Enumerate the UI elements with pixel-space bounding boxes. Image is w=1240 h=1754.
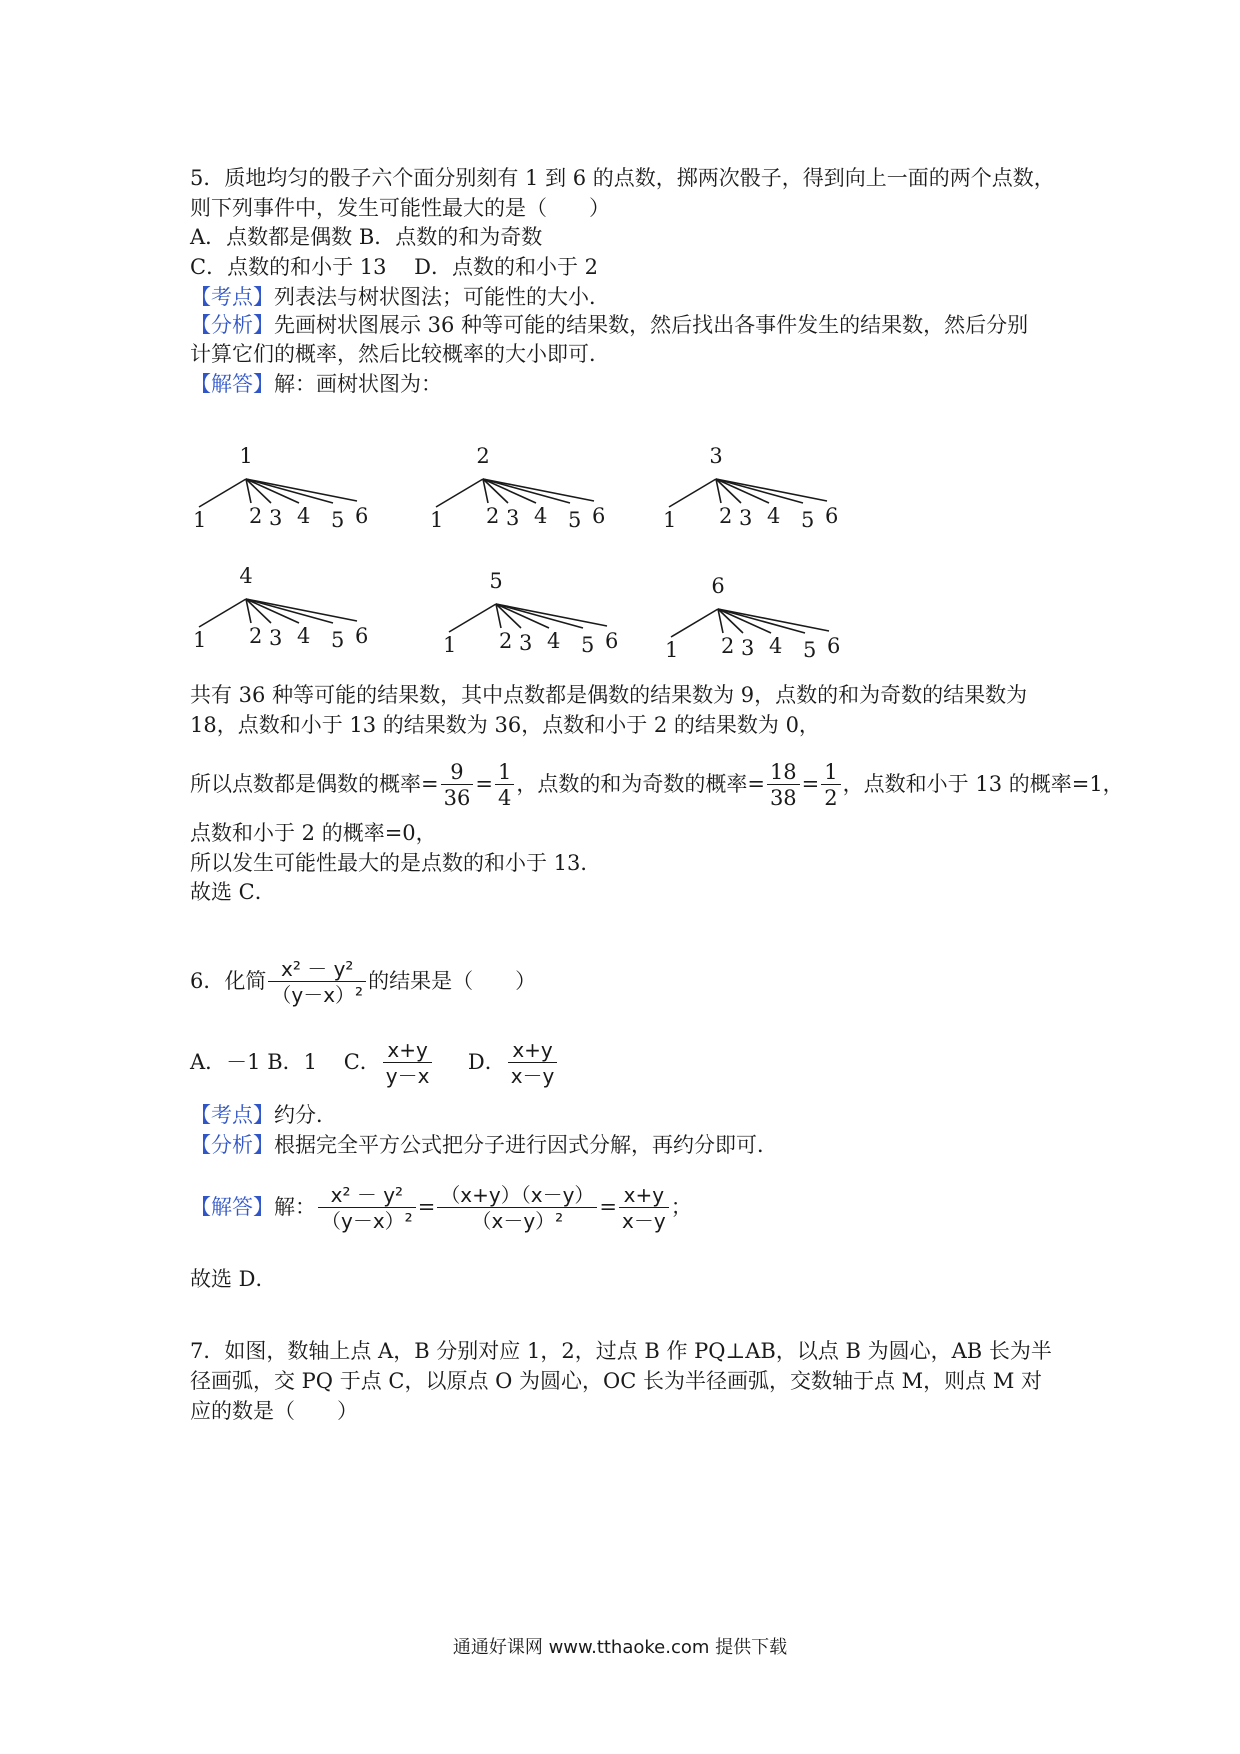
q7-stem-line1: 7．如图，数轴上点 A，B 分别对应 1，2，过点 B 作 PQ⊥AB，以点 B 为圆心，AB 长为半 [190,1339,1052,1363]
tree-leaf-label: 4 [767,504,781,528]
tree-root-label: 3 [709,444,723,468]
q5-solution-line1: 共有 36 种等可能的结果数，其中点数都是偶数的结果数为 9，点数的和为奇数的结果数为 [190,683,1028,707]
q5-stem-line2: 则下列事件中，发生可能性最大的是（ ） [190,196,610,220]
tree-leaf-label: 6 [605,629,619,653]
fraction-18-38: $\frac{18}{38}$ [767,760,800,811]
tree-leaf-label: 6 [355,624,369,648]
tree-branch [496,604,607,626]
tree-leaf-label: 3 [739,506,753,530]
tree-branch [669,479,716,507]
tree-branch [199,479,246,507]
tree-leaf-label: 3 [269,626,283,650]
tree-leaf-label: 2 [249,624,263,648]
fenxi-text: 先画树状图展示 36 种等可能的结果数，然后找出各事件发生的结果数，然后分别 [274,313,1029,337]
tree-branch [436,479,483,507]
tree-leaf-label: 2 [719,504,733,528]
q5-solution-line5: 所以发生可能性最大的是点数的和小于 13． [190,851,602,875]
tree-leaf-label: 1 [430,508,444,532]
q5-fenxi [190,310,1028,340]
q6-option-c: C． [343,1050,381,1074]
tree-leaf-label: 2 [249,504,263,528]
q6-solution-fraction-1: $\frac{\text{x² － y²}}{\text{（y－x）²}}$ [318,1183,416,1234]
q6-option-c-fraction: $\frac{x+y}{y-x}$ [383,1038,433,1089]
tree-leaf-label: 3 [269,506,283,530]
tree-leaf-label: 4 [547,629,561,653]
tree-leaf-label: 5 [568,508,582,532]
tree-leaf-label: 6 [355,504,369,528]
tree-branch [483,479,594,501]
tree-branch [246,479,357,501]
tree-diagram-3 [655,444,839,542]
q6-kaodian: 【考点】约分． [190,1103,337,1127]
q5-options-cd: C．点数的和小于 13 D．点数的和小于 2 [190,255,599,279]
q5-fenxi-line2: 计算它们的概率，然后比较概率的大小即可． [190,342,610,366]
tree-leaf-label: 4 [534,504,548,528]
tree-leaf-label: 2 [499,629,513,653]
tree-diagram-1 [185,444,369,542]
tree-leaf-label: 1 [443,633,457,657]
tree-branch [671,609,718,637]
tree-leaf-label: 1 [663,508,677,532]
prob-text-a: 所以点数都是偶数的概率= [190,772,439,796]
q6-option-a: A．－1 [190,1050,261,1074]
tree-branch [449,604,496,632]
tree-root-label: 6 [711,574,725,598]
q5-options-ab: A．点数都是偶数 B．点数的和为奇数 [190,225,543,249]
tree-leaf-label: 6 [825,504,839,528]
tree-branch [716,479,827,501]
tree-leaf-label: 1 [193,508,207,532]
q5-kaodian [190,282,610,312]
q6-solution-fraction-2: $\frac{(x+y)(x-y)}{\text{（x－y）²}}$ [437,1183,597,1234]
tree-leaf-label: 5 [331,628,345,652]
tree-leaf-label: 6 [827,634,841,658]
q5-solution-probabilities: 所以点数都是偶数的概率= $\frac{9}{36}$ = $\frac{1}{4}$ ，点数的和为奇数的概率= $\frac{18}{38}$ = $\frac{1}{2}$ ，点数和小于 13 的概率=1， [190,760,1124,810]
fraction-1-4: $\frac{1}{4}$ [495,760,514,811]
tree-svg [185,564,369,657]
tree-leaf-label: 4 [297,504,311,528]
fraction-1-2: $\frac{1}{2}$ [821,760,840,811]
tree-svg [435,569,619,662]
tree-leaf-label: 2 [721,634,735,658]
q7-stem-line3: 应的数是（ ） [190,1399,358,1423]
q6-option-b: B．1 [267,1050,318,1074]
tree-diagram-5 [435,569,619,667]
tree-diagram-6 [657,574,841,672]
q7-stem-line2: 径画弧，交 PQ 于点 C，以原点 O 为圆心，OC 长为半径画弧，交数轴于点 M，则点 M 对 [190,1369,1042,1393]
q5-solution-line2: 18，点数和小于 13 的结果数为 36，点数和小于 2 的结果数为 0， [190,713,820,737]
tree-diagram-2 [422,444,606,542]
tree-branch [199,599,246,627]
tree-svg [422,444,606,537]
tree-branch [718,609,829,631]
tree-leaf-label: 5 [803,638,817,662]
tree-leaf-label: 1 [193,628,207,652]
q6-expression-fraction: $\frac{\text{x² － y²}}{\text{（y－x）²}}$ [268,957,366,1008]
tree-leaf-label: 3 [519,631,533,655]
q5-stem-line1: 5．质地均匀的骰子六个面分别刻有 1 到 6 的点数，掷两次骰子，得到向上一面的两个点数， [190,166,1055,190]
footer-watermark: 通通好课网 www.tthaoke.com 提供下载 [452,1637,788,1658]
q6-answer: 故选 D． [190,1267,277,1291]
tree-leaf-label: 6 [592,504,606,528]
tree-leaf-label: 4 [769,634,783,658]
q5-solution-line4: 点数和小于 2 的概率=0， [190,821,437,845]
tree-root-label: 4 [239,564,253,588]
tree-leaf-label: 5 [331,508,345,532]
q5-answer: 故选 C． [190,880,276,904]
q5-jieda [190,369,442,399]
tree-leaf-label: 2 [486,504,500,528]
q6-option-d-fraction: $\frac{x+y}{x-y}$ [508,1038,558,1089]
q6-jieda: 【解答】解： $\frac{\text{x² － y²}}{\text{（y－x）²}}$ = $\frac{(x+y)(x-y)}{\text{（x－y）²}}$ = $\frac{x+y}{x-y}$ ； [190,1183,692,1233]
jieda-text: 解：画树状图为： [274,372,442,396]
q6-fenxi: 【分析】根据完全平方公式把分子进行因式分解，再约分即可． [190,1133,778,1157]
fraction-9-36: $\frac{9}{36}$ [441,760,474,811]
kaodian-text: 列表法与树状图法；可能性的大小． [274,285,610,309]
tree-svg [655,444,839,537]
tree-branch [246,599,357,621]
q6-solution-fraction-3: $\frac{x+y}{x-y}$ [619,1183,669,1234]
tree-root-label: 1 [239,444,253,468]
tree-svg [657,574,841,667]
tree-root-label: 2 [476,444,490,468]
prob-text-c: ，点数和小于 13 的概率=1， [842,772,1124,796]
tree-root-label: 5 [489,569,503,593]
fenxi-tag: 【分析】 [190,313,274,337]
tree-leaf-label: 3 [506,506,520,530]
tree-leaf-label: 4 [297,624,311,648]
tree-leaf-label: 3 [741,636,755,660]
jieda-tag: 【解答】 [190,372,274,396]
q6-stem: 6．化简 $\frac{\text{x² － y²}}{\text{（y－x）²}}$ 的结果是（ ） [190,957,537,1007]
tree-leaf-label: 5 [581,633,595,657]
kaodian-tag: 【考点】 [190,285,274,309]
tree-leaf-label: 5 [801,508,815,532]
tree-svg [185,444,369,537]
tree-diagram-4 [185,564,369,662]
prob-text-b: ，点数的和为奇数的概率= [516,772,765,796]
q6-option-d: D． [467,1050,506,1074]
tree-leaf-label: 1 [665,638,679,662]
q6-options [190,1032,559,1092]
